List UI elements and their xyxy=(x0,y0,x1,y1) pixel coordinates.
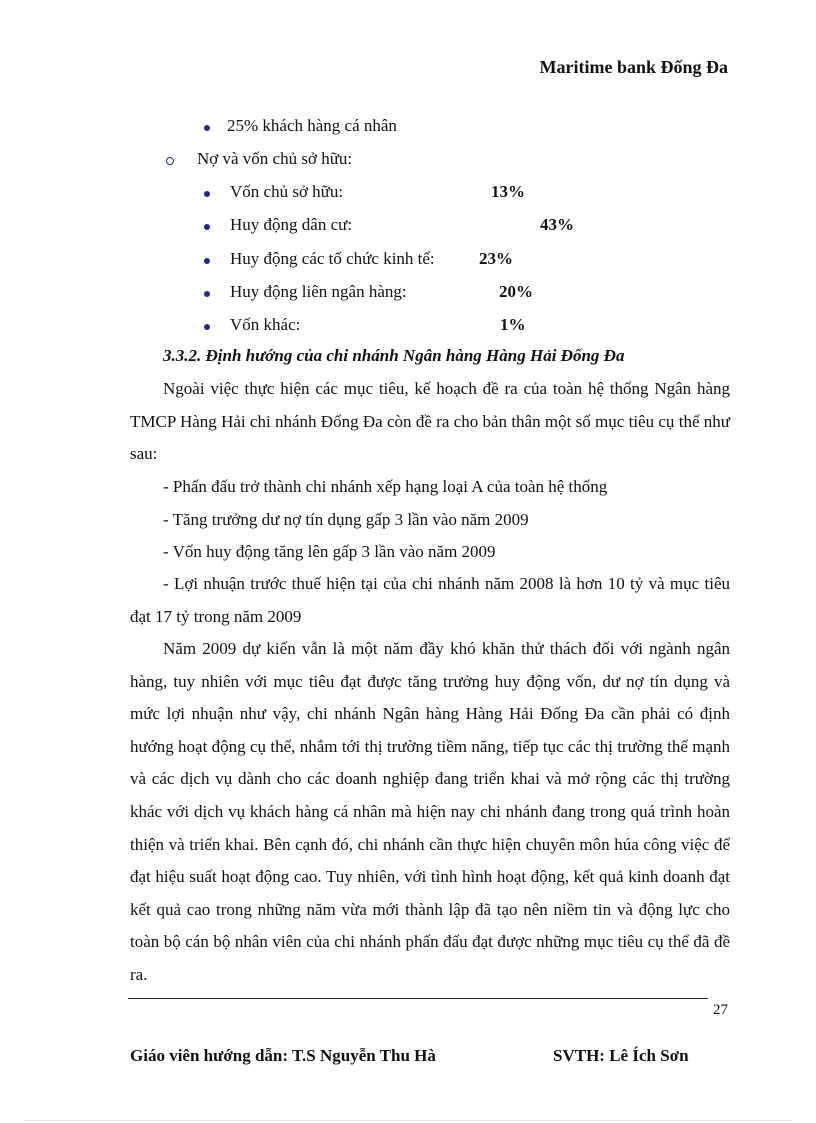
page-number: 27 xyxy=(713,1002,728,1018)
list-item-value: 23% xyxy=(479,249,513,268)
list-item-value: 13% xyxy=(491,182,525,201)
goal-item: - Lợi nhuận trước thuế hiện tại của chi nhánh năm 2008 là hơn 10 tỷ và mục tiêu đạt 17 tỷ trong năm 2009 xyxy=(130,574,730,626)
list-item-value: 20% xyxy=(499,282,533,301)
body-paragraph: Năm 2009 dự kiến vẫn là một năm đầy khó khăn thử thách đối với ngành ngân hàng, tuy nhiên với mục tiêu đạt được tăng trưởng huy động vốn, dư nợ tín dụng và mức lợi nhuận như vậy, chi nhánh Ngân hàng Hàng Hải Đống Đa cần phải có định hướng hoạt động cụ thể, nhắm tới thị trường tiềm năng, tiếp tục các thị trường thế mạnh và các dịch vụ dành cho các doanh nghiệp đang triển khai và mở rộng các thị trường khác với dịch vụ khách hàng cá nhân mà hiện nay chi nhánh đang trong quá trình hoàn thiện và triển khai. Bên cạnh đó, chi nhánh cần thực hiện chuyên môn húa công việc để đạt hiệu suất hoạt động cao. Tuy nhiên, với tình hình hoạt động, kết quả kinh doanh đạt kết quả cao trong những năm vừa mới thành lập đã tạo nên niềm tin và động lực cho toàn bộ cán bộ nhân viên của chi nhánh phấn đấu đạt được những mục tiêu cụ thể đã đề ra. xyxy=(130,639,730,984)
bullet-dot-icon xyxy=(204,324,210,330)
bullet-dot-icon xyxy=(204,191,210,197)
list-item-label: Huy động dân cư: xyxy=(230,215,353,234)
goal-item: - Tăng trưởng dư nợ tín dụng gấp 3 lần vào năm 2009 xyxy=(163,510,529,529)
bullet-dot-icon xyxy=(204,291,210,297)
list-item-label: Vốn chủ sở hữu: xyxy=(230,182,344,201)
bullet-dot-icon xyxy=(204,125,210,131)
list-item-value: 1% xyxy=(500,315,526,334)
page-header-title: Maritime bank Đống Đa xyxy=(539,57,728,77)
bullet-dot-icon xyxy=(204,224,210,230)
student-name: SVTH: Lê Ích Sơn xyxy=(553,1046,689,1065)
footer-rule xyxy=(128,998,708,999)
section-heading: 3.3.2. Định hướng của chi nhánh Ngân hàng Hàng Hải Đống Đa xyxy=(163,346,625,365)
list-item-label: Huy động liên ngân hàng: xyxy=(230,282,407,301)
list-group-label: Nợ và vốn chủ sở hữu: xyxy=(197,149,353,168)
goal-item: - Phấn đấu trở thành chi nhánh xếp hạng loại A của toàn hệ thống xyxy=(163,477,608,496)
list-item-label: Huy động các tổ chức kinh tế: xyxy=(230,249,435,268)
goal-item: - Vốn huy động tăng lên gấp 3 lần vào năm 2009 xyxy=(163,542,496,561)
intro-paragraph: Ngoài việc thực hiện các mục tiêu, kế hoạch đề ra của toàn hệ thống Ngân hàng TMCP Hàng Hải chi nhánh Đống Đa còn đề ra cho bản thân một số mục tiêu cụ thể như sau: xyxy=(130,379,730,464)
list-item-label: Vốn khác: xyxy=(230,315,301,334)
bullet-dot-icon xyxy=(204,258,210,264)
page-edge-divider xyxy=(25,1120,791,1121)
list-item-value: 43% xyxy=(540,215,574,234)
bullet-circle-icon xyxy=(166,157,174,165)
advisor-name: Giáo viên hướng dẫn: T.S Nguyễn Thu Hà xyxy=(130,1046,436,1065)
list-item-top: 25% khách hàng cá nhân xyxy=(227,116,397,135)
